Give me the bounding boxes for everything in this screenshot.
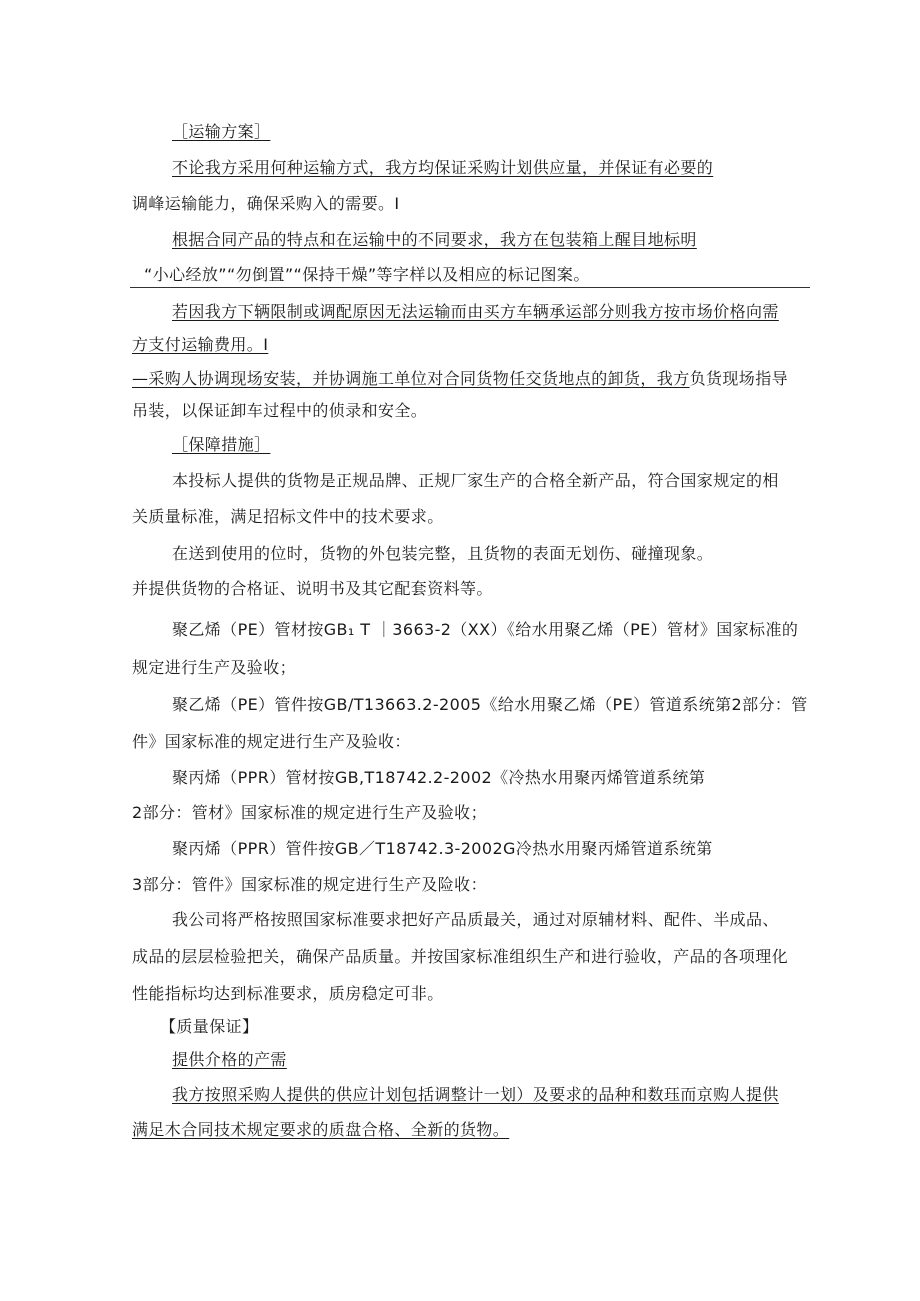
standard-1-line2: 规定进行生产及验收； — [132, 658, 297, 677]
quality-heading: 【质量保证】 — [160, 1017, 259, 1036]
transport-p4-line1-underlined: —采购人协调现场安装，并协调施工单位对合同货物任交货地点的卸货，我方 — [132, 369, 690, 388]
standard-3-line1: 聚丙烯（PPR）管材按GB,T18742.2-2002《冷热水用聚丙烯管道系统第 — [172, 768, 706, 787]
standard-2-line2: 件》国家标准的规定进行生产及验收： — [132, 732, 411, 751]
transport-p1-line1: 不论我方采用何种运输方式，我方均保证采购计划供应量，并保证有必要的 — [172, 158, 714, 177]
standard-2-line1: 聚乙烯（PE）管件按GB/T13663.2-2005《给水用聚乙烯（PE）管道系统第2部分：管 — [172, 695, 808, 714]
transport-p2-line1: 根据合同产品的特点和在运输中的不同要求，我方在包装箱上醒目地标明 — [172, 230, 697, 249]
transport-p4-line2: 吊装，以保证卸车过程中的侦录和安全。 — [132, 401, 428, 420]
transport-heading: ［运输方案］ — [172, 122, 271, 141]
guarantee-p1-line1: 本投标人提供的货物是正规品牌、正规厂家生产的合格全新产品，符合国家规定的相 — [172, 471, 779, 490]
quality-p1-line2: 满足木合同技术规定要求的质盘合格、全新的货物。 — [132, 1120, 510, 1139]
transport-p4-line1-rest: 负货现场指导 — [689, 369, 789, 388]
standard-3-line2: 2部分：管材》国家标准的规定进行生产及验收； — [132, 803, 487, 822]
guarantee-p3-line1: 我公司将严格按照国家标准要求把好产品质最关，通过对原辅材料、配件、半成品、 — [172, 910, 779, 929]
standard-1-line1: 聚乙烯（PE）管材按GB₁ T ｜3663-2（XX）《给水用聚乙烯（PE）管材》国家标准的 — [172, 620, 799, 639]
quality-subheading: 提供介格的产需 — [172, 1050, 287, 1069]
guarantee-p3-line3: 性能指标均达到标准要求，质房稳定可非。 — [132, 984, 444, 1003]
guarantee-p3-line2: 成品的层层检验把关，确保产品质量。并按国家标准组织生产和进行验收，产品的各项理化 — [132, 947, 789, 966]
standard-4-line2: 3部分：管件》国家标准的规定进行生产及险收： — [132, 875, 487, 894]
quality-p1-line1: 我方按照采购人提供的供应计划包括调整计一划）及要求的品种和数珏而京购人提供 — [172, 1085, 779, 1104]
transport-p3-line2: 方支付运输费用。I — [132, 335, 269, 354]
guarantee-p2-line2: 并提供货物的合格证、说明书及其它配套资料等。 — [132, 579, 493, 598]
transport-p4-line1 — [132, 368, 788, 390]
transport-p3-line1: 若因我方下辆限制或调配原因无法运输而由买方车辆承运部分则我方按市场价格向需 — [172, 302, 779, 321]
standard-4-line1: 聚丙烯（PPR）管件按GB／T18742.3-2002G冷热水用聚丙烯管道系统第 — [172, 839, 713, 858]
transport-p1-line2: 调峰运输能力，确保采购入的需要。I — [132, 194, 400, 213]
guarantee-p1-line2: 关质量标准，满足招标文件中的技术要求。 — [132, 507, 444, 526]
guarantee-heading: ［保障措施］ — [172, 435, 271, 454]
horizontal-rule — [130, 287, 810, 288]
transport-p2-line2: “小心经放”“勿倒置”“保持干燥”等字样以及相应的标记图案。 — [144, 265, 590, 284]
guarantee-p2-line1: 在送到使用的位时，货物的外包装完整，且货物的表面无划伤、碰撞现象。 — [172, 544, 714, 563]
